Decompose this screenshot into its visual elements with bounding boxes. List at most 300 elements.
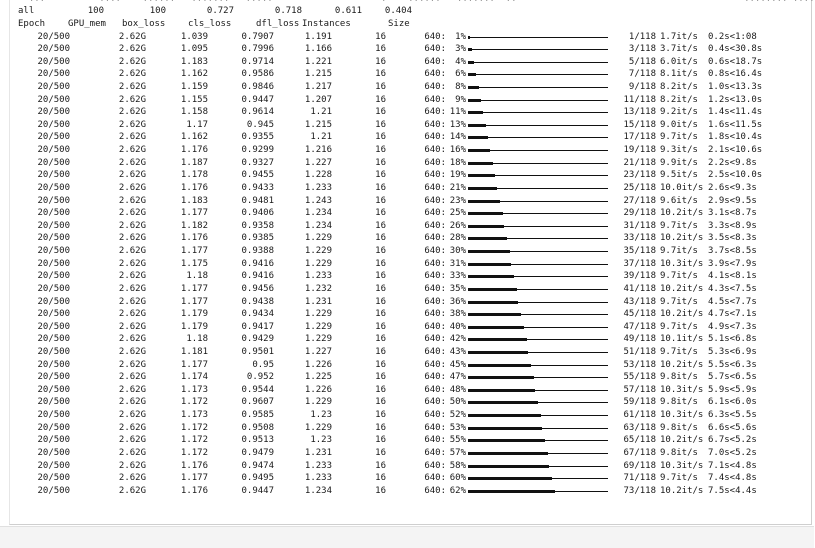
size-cell: 640: [424,359,446,370]
box-loss-cell: 1.183 [180,56,208,67]
percent-cell: 31% [449,258,466,269]
cls-loss-cell: 0.95 [252,359,274,370]
progress-fill [468,389,535,392]
progress-bar [468,81,608,94]
progress-bar [468,94,608,107]
instances-cell: 16 [375,334,386,345]
cls-loss-cell: 0.9358 [241,220,274,231]
progress-fill [468,212,503,215]
rate-cell: 8.2it/s [660,81,698,92]
dfl-loss-cell: 1.233 [304,271,332,282]
header-gpu-mem: GPU_mem [68,18,106,29]
instances-cell: 16 [375,233,386,244]
dfl-loss-cell: 1.215 [304,119,332,130]
gpu-mem-cell: 2.62G [118,321,146,332]
header-box-loss: box_loss [122,18,166,29]
gpu-mem-cell: 2.62G [118,31,146,42]
epoch-cell: 20/500 [37,309,70,320]
dfl-loss-cell: 1.226 [304,384,332,395]
box-loss-cell: 1.176 [180,145,208,156]
log-row [10,283,810,296]
progress-track [468,137,608,138]
progress-fill [468,162,493,165]
percent-cell: 14% [449,132,466,143]
epoch-cell: 20/500 [37,69,70,80]
size-cell: 640: [424,347,446,357]
progress-bar [468,434,608,447]
progress-fill [468,149,490,152]
cls-loss-cell: 0.945 [246,119,274,130]
epoch-cell: 20/500 [37,372,70,383]
progress-track [468,87,608,88]
progress-bar [468,245,608,258]
cls-loss-cell: 0.7996 [241,44,274,55]
gpu-mem-cell: 2.62G [118,334,146,345]
dfl-loss-cell: 1.21 [310,107,332,118]
dfl-loss-cell: 1.231 [304,447,332,458]
log-row [10,321,810,334]
log-row [10,220,810,233]
percent-cell: 25% [449,208,466,219]
gpu-mem-cell: 2.62G [118,384,146,395]
log-row [10,94,810,107]
progress-bar [468,308,608,321]
gpu-mem-cell: 2.62G [118,220,146,231]
rate-cell: 10.2it/s [660,485,704,496]
progress-fill [468,73,476,76]
cls-loss-cell: 0.952 [246,372,274,383]
log-row [10,434,810,447]
box-loss-cell: 1.158 [180,107,208,118]
epoch-cell: 20/500 [37,81,70,92]
summary-class: all [18,6,35,16]
gpu-mem-cell: 2.62G [118,56,146,67]
step-cell: 9/118 [628,81,656,92]
size-cell: 640: [424,485,446,496]
log-row [10,308,810,321]
step-cell: 65/118 [623,435,656,446]
box-loss-cell: 1.177 [180,246,208,257]
progress-bar [468,346,608,359]
cls-loss-cell: 0.9327 [241,157,274,168]
size-cell: 640: [424,372,446,383]
eta-cell: 3.1s<8.7s [708,208,757,219]
cls-loss-cell: 0.9433 [241,182,274,193]
percent-cell: 1% [455,31,466,42]
progress-bar [468,157,608,170]
gpu-mem-cell: 2.62G [118,81,146,92]
cls-loss-cell: 0.9299 [241,145,274,156]
epoch-cell: 20/500 [37,233,70,244]
log-row [10,296,810,309]
progress-bar [468,422,608,435]
log-row [10,232,810,245]
dfl-loss-cell: 1.229 [304,309,332,320]
cls-loss-cell: 0.9447 [241,94,274,105]
rate-cell: 10.2it/s [660,309,704,320]
size-cell: 640: [424,410,446,421]
summary-instances: 100 [149,6,166,16]
progress-fill [468,414,541,417]
rate-cell: 9.7it/s [660,220,698,231]
dfl-loss-cell: 1.226 [304,359,332,370]
progress-fill [468,351,528,354]
progress-bar [468,396,608,409]
cls-loss-cell: 0.9544 [241,384,274,395]
size-cell: 640: [424,44,446,55]
percent-cell: 35% [449,283,466,294]
summary-precision: 0.727 [206,6,234,16]
box-loss-cell: 1.182 [180,220,208,231]
eta-cell: 6.6s<5.6s [708,422,757,433]
rate-cell: 9.8it/s [660,447,698,458]
size-cell: 640: [424,132,446,143]
gpu-mem-cell: 2.62G [118,397,146,408]
step-cell: 39/118 [623,271,656,282]
instances-cell: 16 [375,208,386,219]
gpu-mem-cell: 2.62G [118,195,146,206]
epoch-cell: 20/500 [37,107,70,118]
gpu-mem-cell: 2.62G [118,359,146,370]
percent-cell: 16% [449,145,466,156]
step-cell: 11/118 [623,94,656,105]
size-cell: 640: [424,233,446,244]
box-loss-cell: 1.176 [180,182,208,193]
progress-fill [468,465,549,468]
dfl-loss-cell: 1.227 [304,157,332,168]
progress-bar [468,43,608,56]
instances-cell: 16 [375,258,386,269]
dfl-loss-cell: 1.23 [310,435,332,446]
progress-bar [468,371,608,384]
progress-fill [468,452,548,455]
percent-cell: 11% [449,107,466,118]
dfl-loss-cell: 1.191 [304,31,332,42]
progress-bar [468,485,608,498]
instances-cell: 16 [375,485,386,496]
gpu-mem-cell: 2.62G [118,69,146,80]
eta-cell: 2.1s<10.6s [708,145,763,156]
percent-cell: 53% [449,422,466,433]
gpu-mem-cell: 2.62G [118,233,146,244]
box-loss-cell: 1.155 [180,94,208,105]
step-cell: 55/118 [623,372,656,383]
eta-cell: 7.5s<4.4s [708,485,757,496]
rate-cell: 9.7it/s [660,271,698,282]
rate-cell: 9.3it/s [660,145,698,156]
rate-cell: 9.7it/s [660,321,698,332]
epoch-cell: 20/500 [37,359,70,370]
percent-cell: 18% [449,157,466,168]
gpu-mem-cell: 2.62G [118,208,146,219]
eta-cell: 3.9s<7.9s [708,258,757,269]
box-loss-cell: 1.179 [180,309,208,320]
dfl-loss-cell: 1.229 [304,233,332,244]
gpu-mem-cell: 2.62G [118,157,146,168]
step-cell: 27/118 [623,195,656,206]
eta-cell: 1.0s<13.3s [708,81,763,92]
percent-cell: 55% [449,435,466,446]
progress-track [468,49,608,50]
log-row [10,333,810,346]
epoch-cell: 20/500 [37,182,70,193]
eta-cell: 2.5s<10.0s [708,170,763,181]
size-cell: 640: [424,309,446,320]
cls-loss-cell: 0.9714 [241,56,274,67]
instances-cell: 16 [375,372,386,383]
rate-cell: 10.0it/s [660,182,704,193]
rate-cell: 8.1it/s [660,69,698,80]
progress-fill [468,61,474,64]
gpu-mem-cell: 2.62G [118,410,146,421]
gpu-mem-cell: 2.62G [118,296,146,307]
eta-cell: 4.5s<7.7s [708,296,757,307]
gpu-mem-cell: 2.62G [118,283,146,294]
percent-cell: 28% [449,233,466,244]
eta-cell: 7.0s<5.2s [708,447,757,458]
progress-fill [468,48,472,51]
rate-cell: 10.2it/s [660,233,704,244]
percent-cell: 21% [449,182,466,193]
percent-cell: 33% [449,271,466,282]
percent-cell: 9% [455,94,466,105]
rate-cell: 3.7it/s [660,44,698,55]
epoch-cell: 20/500 [37,397,70,408]
log-row [10,346,810,359]
progress-bar [468,144,608,157]
step-cell: 23/118 [623,170,656,181]
eta-cell: 4.3s<7.5s [708,283,757,294]
step-cell: 19/118 [623,145,656,156]
progress-bar [468,447,608,460]
size-cell: 640: [424,220,446,231]
step-cell: 31/118 [623,220,656,231]
size-cell: 640: [424,397,446,408]
rate-cell: 10.2it/s [660,435,704,446]
rate-cell: 10.1it/s [660,334,704,345]
gpu-mem-cell: 2.62G [118,182,146,193]
progress-fill [468,111,483,114]
progress-bar [468,131,608,144]
progress-fill [468,326,524,329]
summary-map50: 0.611 [334,6,362,16]
log-row [10,472,810,485]
progress-bar [468,270,608,283]
step-cell: 49/118 [623,334,656,345]
dfl-loss-cell: 1.229 [304,397,332,408]
epoch-cell: 20/500 [37,410,70,421]
gpu-mem-cell: 2.62G [118,447,146,458]
dfl-loss-cell: 1.234 [304,485,332,496]
progress-fill [468,477,552,480]
progress-fill [468,187,497,190]
log-row [10,270,810,283]
size-cell: 640: [424,435,446,446]
progress-fill [468,174,495,177]
epoch-cell: 20/500 [37,157,70,168]
cls-loss-cell: 0.9501 [241,347,274,357]
rate-cell: 9.9it/s [660,157,698,168]
progress-bar [468,283,608,296]
rate-cell: 9.0it/s [660,119,698,130]
dfl-loss-cell: 1.229 [304,258,332,269]
cls-loss-cell: 0.9355 [241,132,274,143]
training-header-row [10,18,810,31]
box-loss-cell: 1.162 [180,69,208,80]
percent-cell: 6% [455,69,466,80]
log-row [10,258,810,271]
progress-fill [468,490,555,493]
dfl-loss-cell: 1.207 [304,94,332,105]
eta-cell: 0.8s<16.4s [708,69,763,80]
epoch-cell: 20/500 [37,283,70,294]
summary-images: 100 [87,6,104,16]
instances-cell: 16 [375,309,386,320]
box-loss-cell: 1.162 [180,132,208,143]
log-row [10,359,810,372]
log-row [10,169,810,182]
progress-bar [468,106,608,119]
percent-cell: 26% [449,220,466,231]
progress-track [468,100,608,101]
step-cell: 45/118 [623,309,656,320]
cls-loss-cell: 0.7907 [241,31,274,42]
log-row [10,144,810,157]
validation-summary-row [10,5,810,18]
size-cell: 640: [424,182,446,193]
percent-cell: 57% [449,447,466,458]
cls-loss-cell: 0.9385 [241,233,274,244]
step-cell: 47/118 [623,321,656,332]
size-cell: 640: [424,283,446,294]
eta-cell: 5.9s<5.9s [708,384,757,395]
cls-loss-cell: 0.9434 [241,309,274,320]
progress-fill [468,136,488,139]
gpu-mem-cell: 2.62G [118,107,146,118]
progress-bar [468,119,608,132]
box-loss-cell: 1.176 [180,460,208,471]
instances-cell: 16 [375,435,386,446]
instances-cell: 16 [375,296,386,307]
size-cell: 640: [424,31,446,42]
progress-bar [468,207,608,220]
instances-cell: 16 [375,473,386,484]
rate-cell: 10.2it/s [660,283,704,294]
step-cell: 17/118 [623,132,656,143]
dfl-loss-cell: 1.229 [304,422,332,433]
rate-cell: 10.2it/s [660,359,704,370]
epoch-cell: 20/500 [37,347,70,357]
gpu-mem-cell: 2.62G [118,422,146,433]
instances-cell: 16 [375,460,386,471]
progress-bar [468,472,608,485]
size-cell: 640: [424,246,446,257]
percent-cell: 60% [449,473,466,484]
instances-cell: 16 [375,195,386,206]
percent-cell: 30% [449,246,466,257]
rate-cell: 9.8it/s [660,372,698,383]
step-cell: 59/118 [623,397,656,408]
eta-cell: 4.1s<8.1s [708,271,757,282]
epoch-cell: 20/500 [37,321,70,332]
step-cell: 3/118 [628,44,656,55]
box-loss-cell: 1.177 [180,208,208,219]
cls-loss-cell: 0.9513 [241,435,274,446]
rate-cell: 10.2it/s [660,208,704,219]
size-cell: 640: [424,271,446,282]
gpu-mem-cell: 2.62G [118,119,146,130]
dfl-loss-cell: 1.231 [304,296,332,307]
instances-cell: 16 [375,170,386,181]
progress-fill [468,250,510,253]
epoch-cell: 20/500 [37,31,70,42]
percent-cell: 19% [449,170,466,181]
rate-cell: 9.8it/s [660,397,698,408]
size-cell: 640: [424,195,446,206]
instances-cell: 16 [375,347,386,357]
log-row [10,68,810,81]
percent-cell: 36% [449,296,466,307]
size-cell: 640: [424,208,446,219]
epoch-cell: 20/500 [37,485,70,496]
log-row [10,81,810,94]
epoch-cell: 20/500 [37,334,70,345]
dfl-loss-cell: 1.227 [304,347,332,357]
box-loss-cell: 1.17 [186,119,208,130]
log-row [10,447,810,460]
dfl-loss-cell: 1.23 [310,410,332,421]
epoch-cell: 20/500 [37,145,70,156]
eta-cell: 6.7s<5.2s [708,435,757,446]
dfl-loss-cell: 1.225 [304,372,332,383]
progress-bar [468,409,608,422]
step-cell: 7/118 [628,69,656,80]
instances-cell: 16 [375,157,386,168]
step-cell: 29/118 [623,208,656,219]
box-loss-cell: 1.095 [180,44,208,55]
gpu-mem-cell: 2.62G [118,145,146,156]
progress-fill [468,288,517,291]
percent-cell: 48% [449,384,466,395]
instances-cell: 16 [375,321,386,332]
log-row [10,207,810,220]
gpu-mem-cell: 2.62G [118,94,146,105]
progress-bar [468,220,608,233]
header-size: Size [388,18,410,29]
eta-cell: 7.1s<4.8s [708,460,757,471]
percent-cell: 62% [449,485,466,496]
log-row [10,195,810,208]
progress-fill [468,237,507,240]
eta-cell: 0.4s<30.8s [708,44,763,55]
epoch-cell: 20/500 [37,258,70,269]
progress-bar [468,460,608,473]
gpu-mem-cell: 2.62G [118,309,146,320]
dfl-loss-cell: 1.229 [304,321,332,332]
progress-bar [468,333,608,346]
rate-cell: 9.7it/s [660,347,698,357]
instances-cell: 16 [375,447,386,458]
eta-cell: 6.3s<5.5s [708,410,757,421]
epoch-cell: 20/500 [37,56,70,67]
gpu-mem-cell: 2.62G [118,435,146,446]
step-cell: 71/118 [623,473,656,484]
dfl-loss-cell: 1.234 [304,220,332,231]
progress-track [468,112,608,113]
percent-cell: 47% [449,372,466,383]
eta-cell: 5.5s<6.3s [708,359,757,370]
progress-fill [468,200,500,203]
